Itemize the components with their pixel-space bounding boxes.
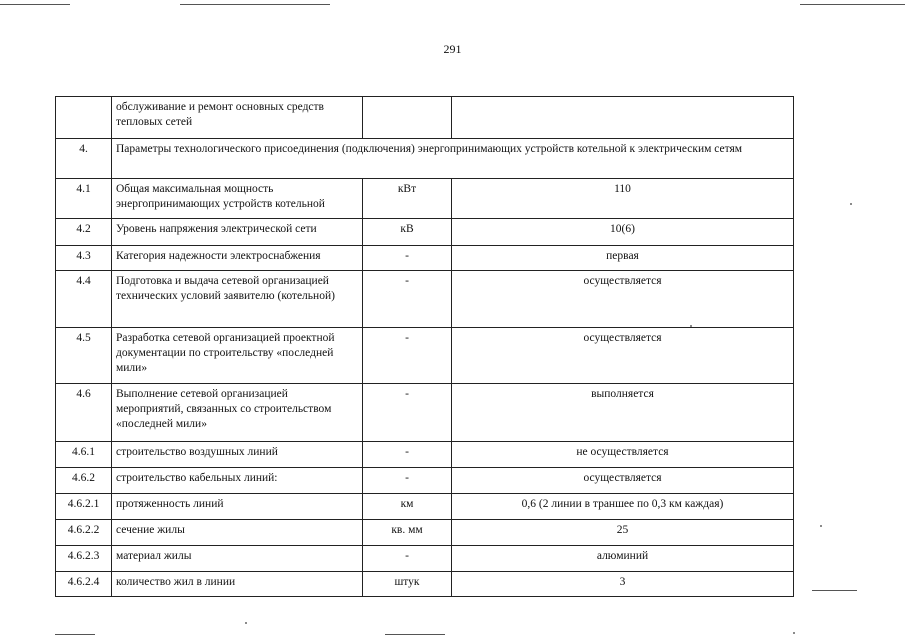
row-number: 4.1 <box>56 179 112 219</box>
parameter-value: выполняется <box>452 384 794 442</box>
parameter-name: материал жилы <box>112 546 363 572</box>
unit-of-measure: штук <box>363 572 452 597</box>
row-number: 4.6.2.4 <box>56 572 112 597</box>
row-number: 4.2 <box>56 219 112 246</box>
unit-of-measure: км <box>363 494 452 520</box>
scan-artifact <box>793 632 795 634</box>
section-heading: Параметры технологического присоединения (подключения) энергопринимающих устройств котельной к электрическим сетям <box>112 139 794 179</box>
scan-artifact <box>180 4 330 5</box>
row-number: 4.3 <box>56 246 112 271</box>
parameter-value: алюминий <box>452 546 794 572</box>
parameter-value: первая <box>452 246 794 271</box>
row-number: 4.5 <box>56 328 112 384</box>
unit-of-measure: кВ <box>363 219 452 246</box>
row-number: 4.6.2 <box>56 468 112 494</box>
row-number: 4.6.1 <box>56 442 112 468</box>
unit-of-measure: - <box>363 442 452 468</box>
parameter-name: Категория надежности электроснабжения <box>112 246 363 271</box>
unit-of-measure <box>363 97 452 139</box>
unit-of-measure: - <box>363 468 452 494</box>
row-number: 4.6.2.3 <box>56 546 112 572</box>
scan-artifact <box>0 4 70 5</box>
unit-of-measure: - <box>363 546 452 572</box>
row-number: 4.6.2.1 <box>56 494 112 520</box>
unit-of-measure: - <box>363 271 452 328</box>
unit-of-measure: - <box>363 328 452 384</box>
row-number <box>56 97 112 139</box>
table-row <box>56 246 794 271</box>
parameter-name: Уровень напряжения электрической сети <box>112 219 363 246</box>
parameter-value: 110 <box>452 179 794 219</box>
row-number: 4.6.2.2 <box>56 520 112 546</box>
table-row <box>56 520 794 546</box>
scan-artifact <box>690 325 692 327</box>
parameter-name: сечение жилы <box>112 520 363 546</box>
parameter-value: 3 <box>452 572 794 597</box>
scan-artifact <box>812 590 857 591</box>
table-row <box>56 328 794 384</box>
table-row <box>56 139 794 179</box>
unit-of-measure: кв. мм <box>363 520 452 546</box>
scan-artifact <box>850 203 852 205</box>
specification-table <box>55 96 794 597</box>
table-row <box>56 219 794 246</box>
parameter-name: протяженность линий <box>112 494 363 520</box>
table-row <box>56 179 794 219</box>
table-row <box>56 271 794 328</box>
unit-of-measure: - <box>363 246 452 271</box>
parameter-value: не осуществляется <box>452 442 794 468</box>
scan-artifact <box>55 634 95 635</box>
table-row <box>56 468 794 494</box>
row-number: 4.4 <box>56 271 112 328</box>
parameter-name: Подготовка и выдача сетевой организацией технических условий заявителю (котельной) <box>112 271 363 328</box>
page-number: 291 <box>443 42 462 56</box>
parameter-value: осуществляется <box>452 271 794 328</box>
parameter-name: количество жил в линии <box>112 572 363 597</box>
table-row <box>56 546 794 572</box>
parameter-value: 0,6 (2 линии в траншее по 0,3 км каждая) <box>452 494 794 520</box>
row-number: 4.6 <box>56 384 112 442</box>
table-row <box>56 572 794 597</box>
parameter-value: осуществляется <box>452 328 794 384</box>
parameter-name: Общая максимальная мощность энергопринимающих устройств котельной <box>112 179 363 219</box>
parameter-value: 10(6) <box>452 219 794 246</box>
unit-of-measure: кВт <box>363 179 452 219</box>
scan-artifact <box>245 622 247 624</box>
parameter-name: строительство кабельных линий: <box>112 468 363 494</box>
parameter-name: обслуживание и ремонт основных средств тепловых сетей <box>112 97 363 139</box>
scan-artifact <box>820 525 822 527</box>
parameter-value <box>452 97 794 139</box>
table-row <box>56 384 794 442</box>
table-row <box>56 494 794 520</box>
unit-of-measure: - <box>363 384 452 442</box>
table-row <box>56 442 794 468</box>
parameter-name: строительство воздушных линий <box>112 442 363 468</box>
scan-artifact <box>385 634 445 635</box>
table-row <box>56 97 794 139</box>
scan-artifact <box>800 4 905 5</box>
parameter-name: Разработка сетевой организацией проектной документации по строительству «последней мили» <box>112 328 363 384</box>
parameter-value: 25 <box>452 520 794 546</box>
row-number: 4. <box>56 139 112 179</box>
parameter-name: Выполнение сетевой организацией мероприятий, связанных со строительством «последней мили» <box>112 384 363 442</box>
parameter-value: осуществляется <box>452 468 794 494</box>
